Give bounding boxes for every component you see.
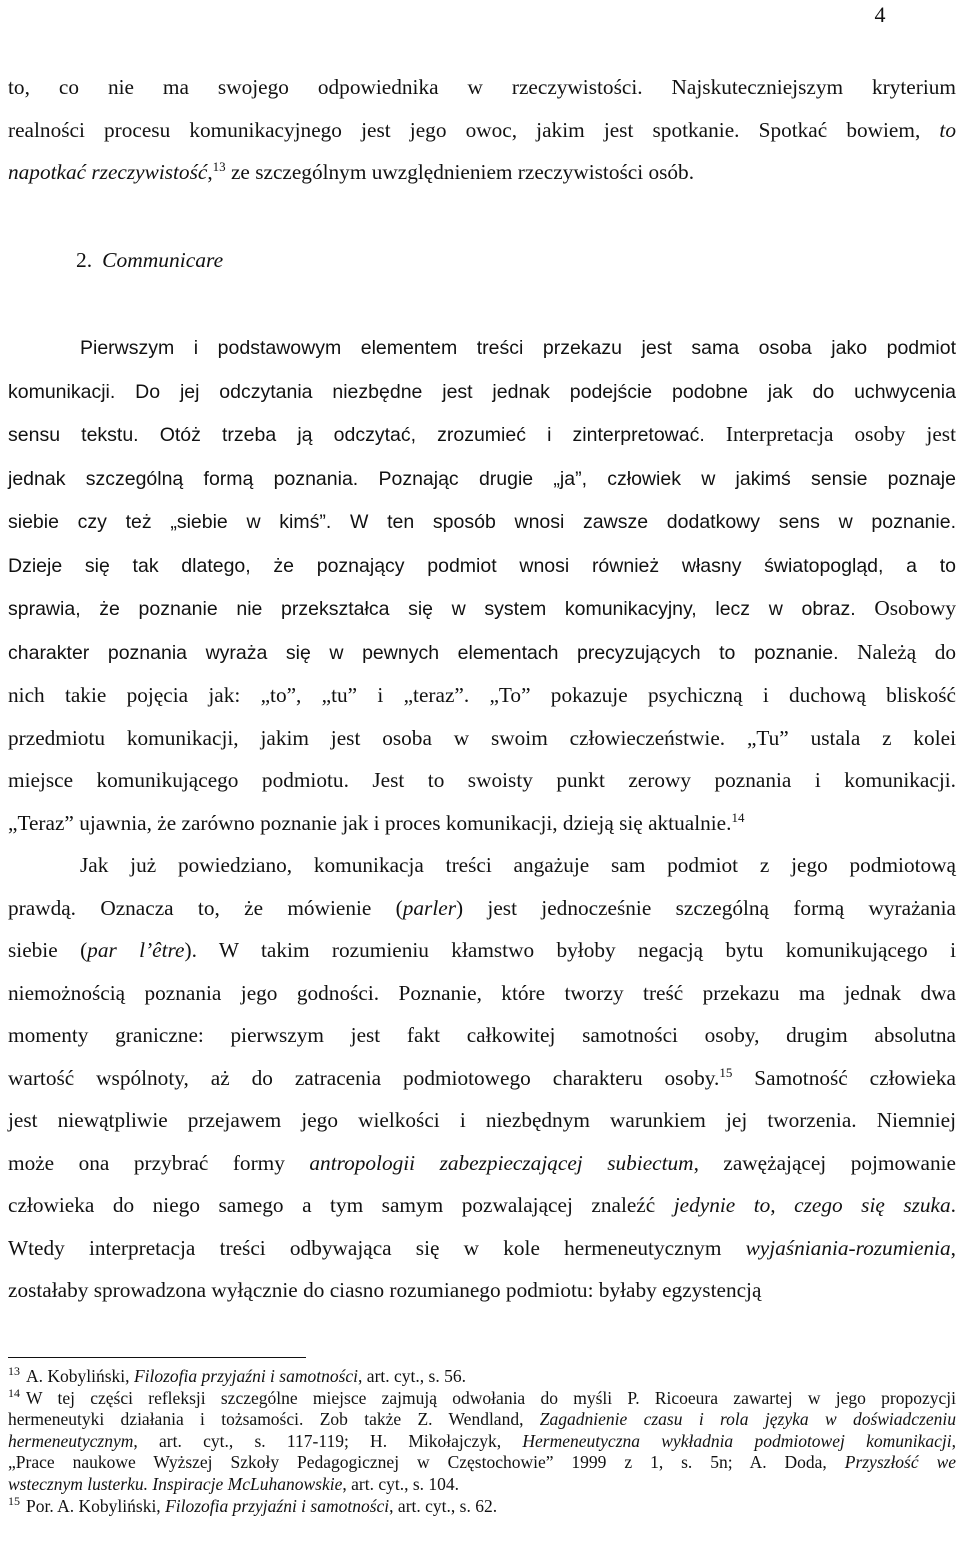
italic-text: Hermeneutyczna wykładnia podmiotowej komunikacji xyxy=(522,1430,952,1451)
text-run: Poznając drugie „ja”, człowiek w jakimś sensie poznaje xyxy=(378,467,956,490)
text-run: Por. A. Kobyliński, xyxy=(26,1495,166,1516)
text-run: Wtedy interpretacja treści odbywająca się w kole hermeneutycznym xyxy=(8,1235,746,1260)
body-text xyxy=(8,326,956,1312)
footnote-line xyxy=(8,1474,956,1496)
footnote-number: 13 xyxy=(8,1364,20,1379)
text-run: momenty graniczne: pierwszym jest fakt całkowitej samotności osoby, drugim absolutna xyxy=(8,1023,956,1047)
body-paragraph-2 xyxy=(8,844,956,1312)
text-run: może ona przybrać formy xyxy=(8,1150,310,1175)
text-run: człowieka do niego samego a tym samym pozwalającej znaleźć xyxy=(8,1193,674,1217)
italic-text: hermeneutycznym xyxy=(8,1430,134,1451)
text-run: charakter poznania wyraża się w pewnych elementach precyzujących to poznanie. xyxy=(8,641,858,664)
text-line xyxy=(8,109,956,152)
text-run: przedmiotu komunikacji, jakim jest osoba w swoim człowieczeństwie. „Tu” ustala z kolei xyxy=(8,725,956,750)
text-line xyxy=(8,413,956,457)
text-run: sensu tekstu. Otóż trzeba ją odczytać, zrozumieć i zinterpretować. xyxy=(8,424,726,446)
footnote-13 xyxy=(8,1366,956,1388)
italic-text: Filozofia przyjaźni i samotności xyxy=(165,1495,390,1516)
text-run: wartość wspólnoty, aż do zatracenia podmiotowego charakteru osoby. xyxy=(8,1065,720,1090)
text-line xyxy=(8,1142,956,1185)
text-line xyxy=(8,929,956,972)
italic-text: Przyszłość we xyxy=(844,1452,957,1473)
text-line xyxy=(8,972,956,1015)
text-run: zostałaby sprowadzona wyłącznie do ciasno rozumianego podmiotu: byłaby egzystencją xyxy=(8,1278,762,1302)
footnote-ref: 13 xyxy=(212,158,226,174)
text-line xyxy=(8,370,956,414)
italic-text: parler xyxy=(402,895,456,920)
italic-text: jedynie to, czego się szuka xyxy=(673,1193,951,1217)
text-run: Jak już powiedziano, komunikacja treści angażuje sam podmiot z jego podmiotową xyxy=(80,853,956,877)
text-run: „Prace naukowe Wyższej Szkoły Pedagogicznej w Częstochowie” 1999 z 1, s. 5n; A. Doda, xyxy=(8,1452,845,1473)
italic-text: Zagadnienie czasu i rola języka w doświadczeniu xyxy=(539,1409,956,1430)
text-run: jest niewątpliwie przejawem jego wielkości i niezbędnym warunkiem jej tworzenia. Niemniej xyxy=(8,1108,956,1132)
text-line xyxy=(8,1184,956,1227)
intro-paragraph xyxy=(8,66,956,194)
paragraph-text xyxy=(8,66,956,194)
text-run: siebie ( xyxy=(8,938,88,962)
page-number: 4 xyxy=(874,2,886,27)
text-run: , art. cyt., s. 56. xyxy=(358,1366,466,1386)
text-run: jednak szczególną formą poznania. xyxy=(8,467,379,490)
text-run: Interpretacja osoby jest xyxy=(725,422,956,446)
text-run: Samotność człowieka xyxy=(732,1065,956,1090)
text-line xyxy=(8,1099,956,1142)
text-run: niemożnością poznania jego godności. Poznanie, które tworzy treść przekazu ma jednak dwa xyxy=(8,980,956,1005)
text-run: A. Kobyliński, xyxy=(26,1366,134,1386)
text-line xyxy=(8,457,956,501)
body-paragraph-1 xyxy=(8,326,956,844)
footnote-15 xyxy=(8,1493,956,1518)
footnote-line xyxy=(8,1385,956,1410)
footnote-divider xyxy=(8,1357,306,1358)
text-line xyxy=(8,1227,956,1270)
text-run: , xyxy=(951,1430,957,1451)
text-run: , zawężającej pojmowanie xyxy=(693,1150,956,1175)
text-run: „Teraz” ujawnia, że zarówno poznanie jak i proces komunikacji, dzieją się aktualnie. xyxy=(8,810,732,835)
footnote-number: 15 xyxy=(8,1493,20,1508)
italic-text: Filozofia przyjaźni i samotności xyxy=(133,1366,359,1386)
text-run: , xyxy=(207,160,213,184)
text-run: komunikacji. xyxy=(8,380,136,403)
paragraph-text xyxy=(8,844,956,1312)
footnote-number: 14 xyxy=(8,1385,20,1400)
footnote-14 xyxy=(8,1385,957,1496)
footnote-line xyxy=(8,1431,956,1453)
italic-text: wyjaśniania-rozumienia xyxy=(745,1235,951,1260)
text-line xyxy=(8,759,956,802)
italic-text: wstecznym lusterku. Inspiracje McLuhanowskie xyxy=(8,1473,343,1494)
text-run: Pierwszym i podstawowym elementem treści przekazu jest sama osoba jako podmiot xyxy=(80,337,956,359)
text-line xyxy=(8,717,956,760)
text-run: to, co nie ma swojego odpowiednika w rzeczywistości. Najskuteczniejszym kryterium xyxy=(8,75,956,99)
footnotes xyxy=(8,1366,956,1517)
text-line xyxy=(8,500,956,544)
footnote-ref: 14 xyxy=(731,809,745,825)
text-line xyxy=(8,887,956,930)
italic-text: par l’être xyxy=(87,938,185,962)
text-run: prawdą. Oznacza to, że mówienie ( xyxy=(8,895,403,920)
text-line xyxy=(8,674,956,717)
text-run: W tej części refleksji szczególne miejsce zajmują odwołania do myśli P. Ricoeura zawartej w jego propozycji xyxy=(26,1387,956,1408)
section-title: Communicare xyxy=(102,248,224,272)
footnote-line xyxy=(8,1452,956,1474)
text-run: Dzieje się tak dlatego, że poznający podmiot wnosi również własny światopogląd, a to xyxy=(8,554,956,577)
text-run: ze szczególnym uwzględnieniem rzeczywistości osób. xyxy=(225,160,695,184)
text-run: realności procesu komunikacyjnego jest jego owoc, jakim jest spotkanie. Spotkać bowiem, xyxy=(8,117,940,142)
paragraph-text xyxy=(8,326,956,844)
text-run: nich takie pojęcia jak: „to”, „tu” i „teraz”. „To” pokazuje psychiczną i duchową bliskość xyxy=(8,683,956,707)
text-run: hermeneutyki działania i tożsamości. Zob także Z. Wendland, xyxy=(8,1409,540,1430)
text-line xyxy=(8,844,956,887)
section-heading xyxy=(76,240,223,280)
text-line xyxy=(8,802,956,845)
text-line xyxy=(8,1269,956,1312)
italic-text: antropologii zabezpieczającej subiectum xyxy=(309,1150,694,1175)
italic-text: napotkać rzeczywistość xyxy=(8,160,208,184)
text-line xyxy=(8,587,956,631)
text-run: siebie czy też „siebie w kimś”. W ten sposób wnosi zawsze dodatkowy sens w poznanie. xyxy=(8,511,956,533)
text-line xyxy=(8,151,956,194)
text-run: ). W takim rozumieniu kłamstwo byłoby negacją bytu komunikującego i xyxy=(184,938,956,962)
footnote-ref: 15 xyxy=(719,1064,733,1080)
text-run: Do jej odczytania niezbędne jest jednak podejście podobne jak do uchwycenia xyxy=(135,380,956,403)
text-run: Osobowy xyxy=(874,596,956,620)
text-run: Należą do xyxy=(857,639,956,664)
footnote-line xyxy=(8,1493,956,1518)
text-line xyxy=(8,1057,956,1100)
text-line xyxy=(8,326,956,370)
text-run: , xyxy=(950,1235,956,1260)
italic-text: to xyxy=(939,117,956,142)
text-line xyxy=(8,66,956,109)
text-run: . xyxy=(950,1193,956,1217)
text-line xyxy=(8,631,956,675)
footnote-line xyxy=(8,1366,956,1388)
text-line xyxy=(8,1014,956,1057)
text-run: miejsce komunikującego podmiotu. Jest to swoisty punkt zerowy poznania i komunikacji. xyxy=(8,768,956,792)
section-number: 2. xyxy=(76,248,93,272)
footnote-line xyxy=(8,1409,956,1431)
text-line xyxy=(8,544,956,588)
text-run: , art. cyt., s. 117-119; H. Mikołajczyk, xyxy=(133,1430,523,1451)
text-run: , art. cyt., s. 104. xyxy=(342,1473,460,1494)
text-run: ) jest jednocześnie szczególną formą wyrażania xyxy=(456,895,956,920)
text-run: , art. cyt., s. 62. xyxy=(389,1495,498,1516)
text-run: sprawia, że poznanie nie przekształca się w system komunikacyjny, lecz w obraz. xyxy=(8,598,875,620)
